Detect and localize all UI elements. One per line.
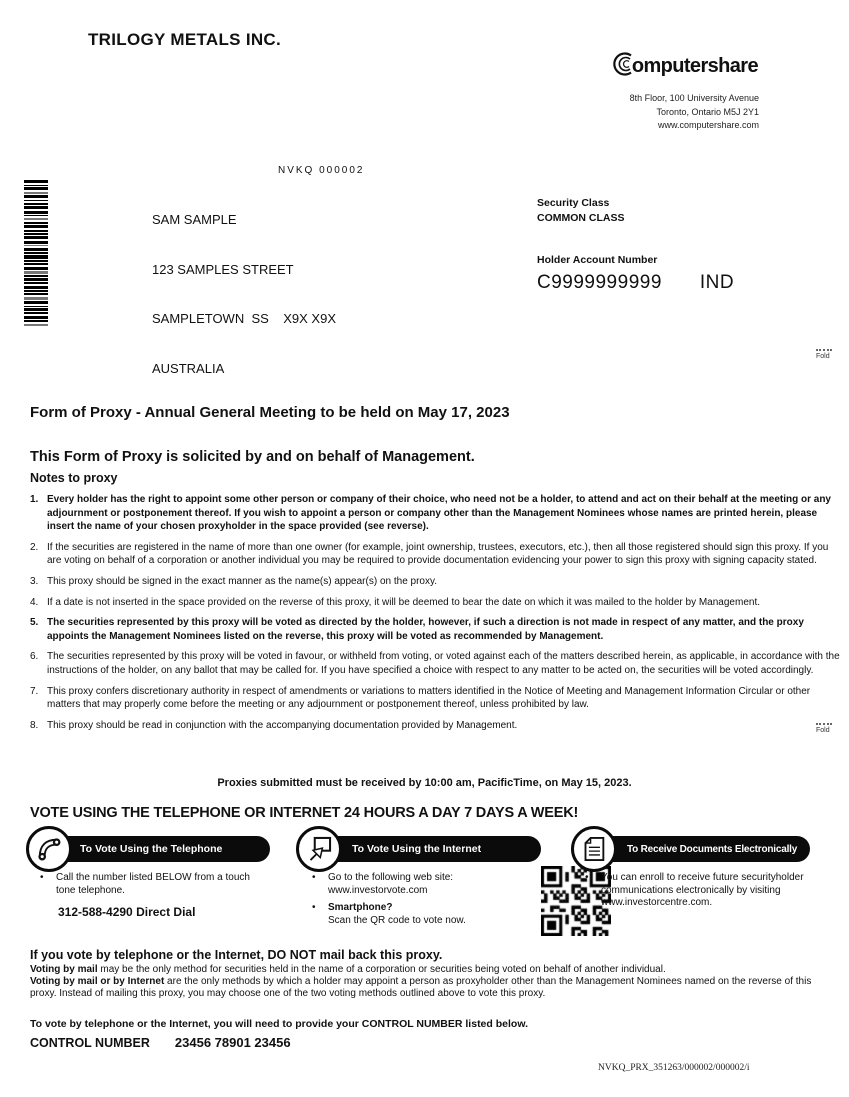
telephone-method-pill bbox=[42, 836, 270, 862]
do-not-mail-heading: If you vote by telephone or the Internet, DO NOT mail back this proxy. bbox=[30, 948, 443, 962]
edocuments-bullets bbox=[585, 872, 832, 915]
edocuments-bullet: • You can enroll to receive future securityholder communications electronically by visiting www.investorcentre.com. bbox=[585, 872, 832, 910]
note-item: 6. The securities represented by this proxy will be voted in favour, or withheld from voting, or voted against each of the matters described herein, as applicable, in accordance with the instructions of the holder, on any ballot that may be called for. If you have specified a choice with respect to any matter to be acted on, the securities will be voted accordingly. bbox=[30, 651, 840, 676]
recipient-line: SAM SAMPLE bbox=[152, 212, 237, 227]
voting-by-mail-or-internet-paragraph bbox=[30, 976, 822, 1000]
control-number-line bbox=[30, 1035, 291, 1050]
fold-label: Fold bbox=[816, 353, 830, 360]
note-item: 4. If a date is not inserted in the space provided on the reverse of this proxy, it will be deemed to bear the date on which it was mailed to the holder by Management. bbox=[30, 596, 760, 608]
holder-account-number bbox=[537, 272, 734, 294]
telephone-method-title: To Vote Using the Telephone bbox=[80, 843, 223, 855]
computershare-address bbox=[630, 92, 759, 133]
fold-label: Fold bbox=[816, 727, 830, 734]
edocuments-method-pill bbox=[587, 836, 810, 862]
security-class-value: COMMON CLASS bbox=[537, 212, 625, 224]
holder-account-label: Holder Account Number bbox=[537, 254, 658, 266]
telephone-bullet-text: Call the number listed BELOW from a touch tone telephone. bbox=[56, 872, 250, 896]
computershare-c-icon bbox=[610, 50, 634, 82]
edocuments-bullet-text: You can enroll to receive future securityholder communications electronically by visiting www.investorcentre.com. bbox=[601, 872, 804, 908]
internet-bullet-website: • Go to the following web site: www.investorvote.com bbox=[312, 872, 454, 896]
note-item: 5. The securities represented by this proxy will be voted as directed by the holder, however, if such a direction is not made in respect of any matter, and the proxy appoints the Management Nominees listed on the reverse, this proxy will be voted as recommended by Management. bbox=[30, 617, 804, 642]
p1-lead: Voting by mail bbox=[30, 964, 98, 975]
qr-instruction: Scan the QR code to vote now. bbox=[328, 914, 466, 926]
internet-bullets bbox=[312, 872, 527, 932]
control-number-instruction: To vote by telephone or the Internet, you will need to provide your CONTROL NUMBER listed below. bbox=[30, 1018, 529, 1030]
address-line: Toronto, Ontario M5J 2Y1 bbox=[656, 106, 759, 117]
proxy-title: Form of Proxy - Annual General Meeting to be held on May 17, 2023 bbox=[30, 404, 510, 421]
form-code: NVKQ 000002 bbox=[278, 165, 365, 176]
solicitation-statement: This Form of Proxy is solicited by and on behalf of Management. bbox=[30, 449, 475, 465]
website-instruction: Go to the following web site: bbox=[328, 872, 454, 883]
recipient-address bbox=[152, 179, 336, 410]
p2-rest: are the only methods by which a holder may appoint a person as proxyholder other than the Management Nominees named on the reverse of this proxy. Instead of mailing this proxy, you may choose one of the two voting methods outlined above to vote this proxy. bbox=[30, 975, 812, 999]
note-item: 8. This proxy should be read in conjunction with the accompanying documentation provided by Management. bbox=[30, 719, 518, 731]
cursor-click-icon bbox=[296, 826, 342, 872]
document-reference-code: NVKQ_PRX_351263/000002/000002/i bbox=[598, 1063, 750, 1073]
control-number-label: CONTROL NUMBER bbox=[30, 1036, 150, 1050]
telephone-bullet: • Call the number listed BELOW from a touch tone telephone. bbox=[40, 872, 268, 897]
computershare-logo-text: omputershare bbox=[631, 54, 758, 77]
account-suffix: IND bbox=[699, 272, 735, 293]
address-line: www.computershare.com bbox=[657, 120, 759, 130]
note-item: 1. Every holder has the right to appoint some other person or company of their choice, who need not be a holder, to attend and act on their behalf at the meeting or any adjournment or postponement thereof. If you wish to appoint a person or company other than the Management Nominees whose names are printed herein, please insert the name of your chosen proxyholder in the space provided (see reverse). bbox=[30, 494, 831, 533]
direct-dial-number: 312-588-4290 Direct Dial bbox=[58, 905, 196, 919]
account-number: C9999999999 bbox=[537, 272, 662, 293]
fold-marker-top bbox=[816, 349, 834, 360]
note-item: 2. If the securities are registered in the name of more than one owner (for example, joint ownership, trustees, executors, etc.), then all those registered should sign this proxy. If you are voting on behalf of a corporation or another individual you may be required to provide documentation evidencing your power to sign this proxy with signing capacity stated. bbox=[30, 541, 829, 567]
recipient-line: 123 SAMPLES STREET bbox=[152, 261, 294, 277]
security-class-label: Security Class bbox=[537, 197, 610, 209]
computershare-logo bbox=[618, 50, 758, 82]
company-name: TRILOGY METALS INC. bbox=[88, 30, 282, 49]
vote-banner: VOTE USING THE TELEPHONE OR INTERNET 24 HOURS A DAY 7 DAYS A WEEK! bbox=[30, 805, 579, 821]
edocuments-method-title: To Receive Documents Electronically bbox=[627, 843, 798, 855]
telephone-icon bbox=[26, 826, 72, 872]
p2-lead: Voting by mail or by Internet bbox=[30, 975, 165, 987]
smartphone-lead: Smartphone? bbox=[328, 902, 393, 913]
recipient-line: AUSTRALIA bbox=[152, 360, 225, 376]
voting-by-mail-paragraph bbox=[30, 964, 822, 976]
fold-dash bbox=[816, 349, 832, 351]
notes-heading: Notes to proxy bbox=[30, 471, 118, 485]
telephone-bullets bbox=[40, 872, 268, 902]
recipient-line: SAMPLETOWN SS X9X X9X bbox=[152, 311, 336, 326]
notes-list bbox=[30, 493, 842, 739]
note-item: 3. This proxy should be signed in the exact manner as the name(s) appear(s) on the proxy. bbox=[30, 575, 438, 587]
internet-method-title: To Vote Using the Internet bbox=[352, 843, 482, 855]
mailing-barcode bbox=[24, 180, 48, 327]
voting-by-mail-paragraphs bbox=[30, 964, 822, 999]
note-item: 7. This proxy confers discretionary authority in respect of amendments or variations to matters identified in the Notice of Meeting and Management Information Circular or other matters that may properly come before the meeting or any adjournment or postponement thereof, unless prohibited by law. bbox=[30, 685, 811, 711]
p1-rest: may be the only method for securities held in the name of a corporation or securities being voted on behalf of another individual. bbox=[97, 964, 666, 975]
submission-deadline: Proxies submitted must be received by 10:00 am, PacificTime, on May 15, 2023. bbox=[217, 777, 632, 789]
document-icon bbox=[571, 826, 617, 872]
investorvote-url: www.investorvote.com bbox=[328, 884, 428, 896]
internet-bullet-smartphone: • Smartphone? Scan the QR code to vote now. bbox=[312, 902, 466, 926]
internet-method-pill bbox=[312, 836, 541, 862]
address-line: 8th Floor, 100 University Avenue bbox=[629, 93, 759, 103]
control-number-value: 23456 78901 23456 bbox=[174, 1035, 291, 1050]
